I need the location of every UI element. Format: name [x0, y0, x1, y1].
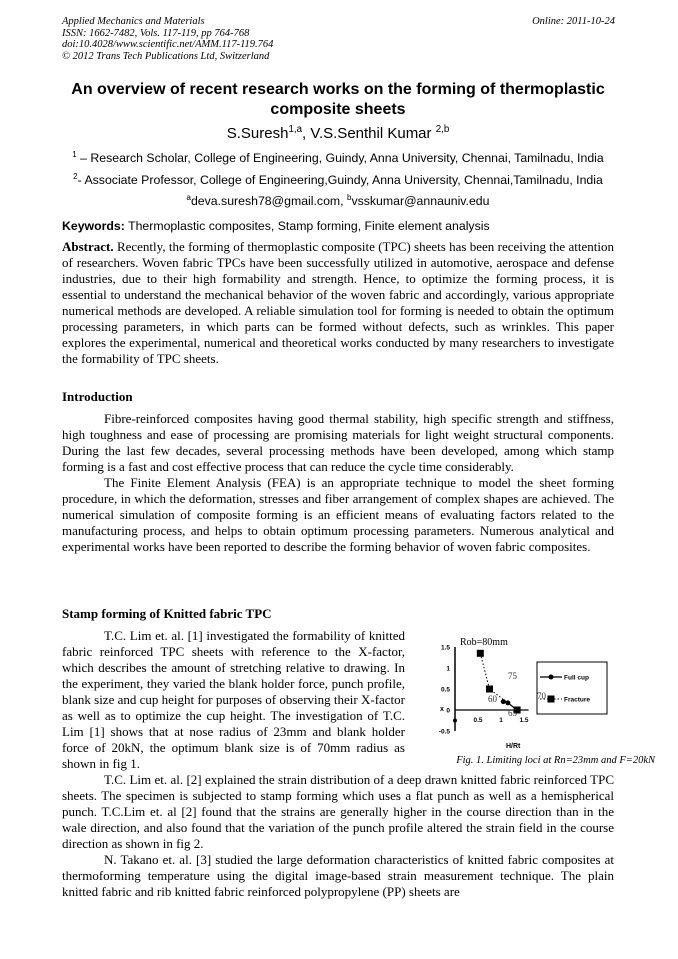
abstract-text: Recently, the forming of thermoplastic composite (TPC) sheets has been receiving the attention of researchers. Woven fabric TPCs have been successfully utilized in automotive, aerospace and defense industries, due to their high formability and strength. Hence, to optimize the forming process, it is essential to understand the mechanical behavior of the woven fabric and accordingly, various appropriate numerical methods are developed. A reliable simulation tool for forming is needed to obtain the optimum processing parameters, in which parts can be formed without defects, such as wrinkles. This paper explores the experimental, numerical and theoretical works conducted by many researchers to investigate the formability of TPC sheets. [62, 239, 614, 366]
email-b[interactable]: vsskumar@annauniv.edu [351, 194, 490, 209]
journal-header [62, 16, 273, 62]
keywords-label: Keywords: [62, 219, 125, 233]
abstract-label: Abstract. [62, 239, 114, 254]
authors [62, 124, 614, 142]
author-2-sup: 2,b [435, 124, 450, 135]
y-axis-label: x [440, 706, 444, 713]
introduction-heading: Introduction [62, 389, 133, 404]
legend-full-cup-marker [549, 675, 554, 680]
point-annotation: 75 [508, 671, 517, 681]
point-annotation: 70 [537, 691, 546, 701]
figure-1 [410, 632, 660, 772]
keywords-text: Thermoplastic composites, Stamp forming, Finite element analysis [124, 219, 490, 233]
x-tick-label: 1 [499, 717, 503, 724]
point-annotation: 60 [488, 694, 497, 704]
intro-paragraph-2: The Finite Element Analysis (FEA) is an appropriate technique to model the sheet forming procedure, in which the deformation, stresses and fiber arrangement of complex shapes are achieved. The numerical simulation of composite forming is an efficient means of evaluating factors related to the manufacturing process, and helps to obtain optimum processing parameters. Numerous analytical and experimental works have been reported to describe the forming behavior of woven fabric composites. [62, 475, 614, 554]
y-tick-label: 1.5 [440, 644, 450, 652]
y-tick-label: 0.5 [440, 686, 450, 694]
aff2-text: - Associate Professor, College of Engineering,Guindy, Anna University, Chennai,Tamilnadu, India [77, 173, 603, 188]
stamp-paragraph-3: N. Takano et. al. [3] studied the large deformation characteristics of knitted fabric composites at thermoforming temperature using the digital image-based strain measurement technique. The plain knitted fabric and rib knitted fabric reinforced polypropylene (PP) sheets are [62, 852, 614, 899]
limiting-loci-chart [410, 632, 660, 757]
abstract [62, 239, 614, 367]
author-sep: , [302, 125, 311, 142]
emails [62, 193, 614, 208]
stamp-paragraph-1: T.C. Lim et. al. [1] investigated the formability of knitted fabric reinforced TPC sheets with reference to the X-factor, which describes the amount of stretching relative to drawing. In the experiment, they varied the blank holder force, punch profile, blank size and cup height for purposes of observing their X-factor as well as to optimize the cup height. The investigation of T.C. Lim [1] shows that at nose radius of 23mm and blank holder force of 20kN, the optimum blank size is of 70mm radius as shown in fig 1. [62, 628, 405, 771]
fracture-line [480, 653, 517, 710]
affiliation-2 [62, 172, 614, 187]
email-a[interactable]: deva.suresh78@gmail.com, [190, 194, 347, 209]
journal-name: Applied Mechanics and Materials [62, 16, 205, 27]
fracture-point [486, 686, 493, 693]
email-b-sup: b [347, 193, 352, 202]
x-axis-label: H/Rt [506, 743, 521, 750]
x-tick-label: 0.5 [473, 717, 483, 724]
doi: doi:10.4028/www.scientific.net/AMM.117-119.764 [62, 39, 274, 50]
online-date: Online: 2011-10-24 [532, 16, 615, 27]
fracture-point [477, 650, 484, 657]
author-1-sup: 1,a [288, 124, 302, 135]
affiliation-1 [62, 150, 614, 165]
legend-fracture-label: Fracture [564, 696, 591, 704]
y-tick-label: 0 [446, 707, 450, 715]
intro-paragraph-1: Fibre-reinforced composites having good thermal stability, high specific strength and stiffness, high toughness and ease of processing are promising materials for light weight structural components. During the last few decades, several processing methods have been developed, among which stamp forming is a fast and cost effective process that can reduce the cycle time considerably. [62, 411, 614, 474]
legend-box [537, 662, 607, 714]
figure-1-caption: Fig. 1. Limiting loci at Rn=23mm and F=20kN [456, 755, 655, 766]
author-2: V.S.Senthil Kumar [310, 125, 436, 142]
axis-marker [453, 719, 457, 723]
author-1: S.Suresh [226, 125, 289, 142]
paper-title: An overview of recent research works on the forming of thermoplastic composite sheets [71, 81, 605, 118]
chart-title: Rob=80mm [460, 637, 508, 648]
stamp-paragraph-2: T.C. Lim et. al. [2] explained the strain distribution of a deep drawn knitted fabric reinforced TPC sheets. The specimen is subjected to stamp forming which uses a flat punch as well as a hemispherical punch. T.C.Lim et. al [2] found that the strains are generally higher in the course direction than in the wale direction, and also found that the variation of the punch profile altered the strain field in the course direction as shown in fig 2. [62, 772, 614, 851]
y-tick-label: 1 [446, 665, 450, 673]
y-tick-label: -0.5 [438, 728, 450, 736]
x-tick-label: 1.5 [519, 717, 529, 724]
introduction-section [62, 389, 614, 555]
legend-fracture-marker [548, 696, 555, 703]
point-annotation: 65 [508, 708, 517, 718]
issn: ISSN: 1662-7482, Vols. 117-119, pp 764-768 [62, 27, 250, 39]
legend-full-cup-label: Full cup [564, 674, 589, 682]
keywords [62, 219, 490, 233]
stamp-forming-heading: Stamp forming of Knitted fabric TPC [62, 606, 272, 621]
full-cup-point [501, 699, 506, 704]
copyright: © 2012 Trans Tech Publications Ltd, Switzerland [62, 50, 270, 62]
aff2-sup: 2 [73, 172, 78, 181]
aff1-sup: 1 [72, 150, 77, 159]
email-a-sup: a [186, 193, 191, 202]
aff1-text: – Research Scholar, College of Engineering, Guindy, Anna University, Chennai, Tamilnadu, India [76, 151, 604, 166]
